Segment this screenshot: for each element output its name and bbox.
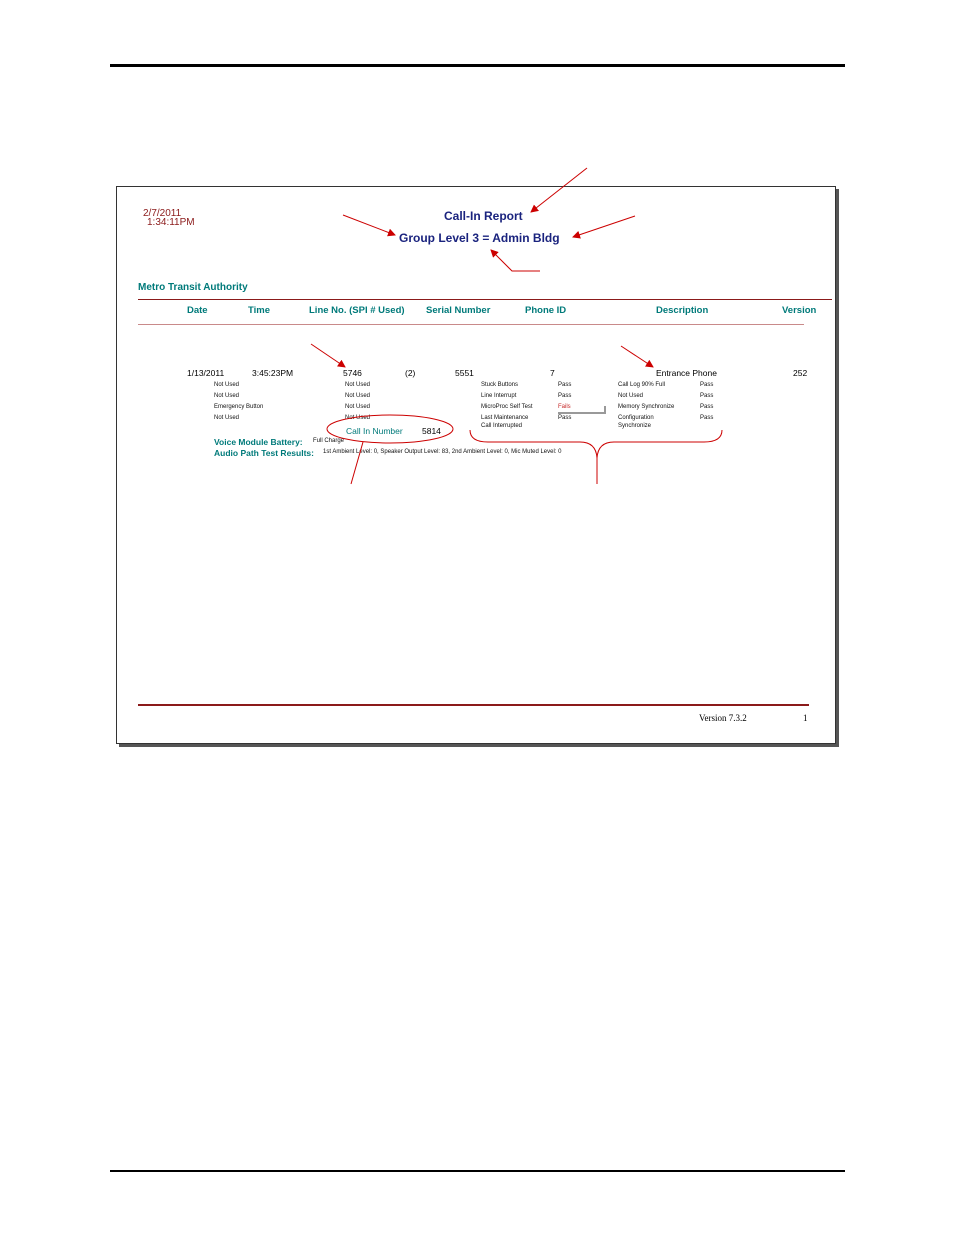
column-header-date: Date <box>187 305 208 316</box>
arrow-to-title <box>531 168 587 212</box>
audio-value: 1st Ambient Level: 0, Speaker Output Level: 83, 2nd Ambient Level: 0, Mic Muted Level: 0 <box>323 449 562 455</box>
test-call-log: Call Log 90% Full <box>618 382 666 388</box>
battery-label: Voice Module Battery: <box>214 437 303 447</box>
column-header-version: Version <box>782 305 817 316</box>
diagnostics-brace <box>470 430 722 458</box>
button-2-label: Not Used <box>214 393 240 399</box>
button-8-label: Not Used <box>345 415 371 421</box>
test-synchronize: Synchronize <box>618 423 652 429</box>
record-date: 1/13/2011 <box>187 368 225 378</box>
button-5-label: Not Used <box>345 382 371 388</box>
test-last-maintenance-status: Pass <box>558 415 572 421</box>
test-stuck-buttons: Stuck Buttons <box>481 382 519 388</box>
test-configuration: Configuration <box>618 415 654 421</box>
call-in-pointer <box>351 442 363 484</box>
test-memory-sync-status: Pass <box>700 404 714 410</box>
column-header-phone-id: Phone ID <box>525 305 567 316</box>
battery-value: Full Charge <box>313 438 345 444</box>
audio-label: Audio Path Test Results: <box>214 448 314 458</box>
test-microproc: MicroProc Self Test <box>481 404 533 410</box>
column-header-line-no: Line No. (SPI # Used) <box>309 305 405 316</box>
button-3-label: Emergency Button <box>214 404 264 410</box>
call-in-number: 5814 <box>422 426 441 436</box>
footer-version: Version 7.3.2 <box>699 713 747 723</box>
test-line-interrupt: Line Interrupt <box>481 393 517 399</box>
record-version: 252 <box>793 368 808 378</box>
organization-name: Metro Transit Authority <box>138 282 248 293</box>
arrow-to-group-level <box>343 215 395 235</box>
footer-page-number: 1 <box>803 713 808 723</box>
test-microproc-status: Fails <box>558 404 571 410</box>
test-call-log-status: Pass <box>700 382 714 388</box>
button-6-label: Not Used <box>345 393 371 399</box>
record-spi: (2) <box>405 368 416 378</box>
record-description: Entrance Phone <box>656 368 717 378</box>
print-date: 2/7/2011 <box>143 208 182 219</box>
button-7-label: Not Used <box>345 404 371 410</box>
call-in-label: Call In Number <box>346 426 403 436</box>
test-last-maintenance: Last Maintenance <box>481 415 529 421</box>
arrow-to-description <box>621 346 653 367</box>
record-time: 3:45:23PM <box>252 368 294 378</box>
record-serial: 5551 <box>455 368 474 378</box>
record-line-no: 5746 <box>343 368 362 378</box>
group-level-title: Group Level 3 = Admin Bldg <box>399 231 560 245</box>
test-configuration-status: Pass <box>700 415 714 421</box>
report-title: Call-In Report <box>444 209 523 223</box>
column-header-serial: Serial Number <box>426 305 491 316</box>
button-1-label: Not Used <box>214 382 240 388</box>
arrow-to-group-name <box>573 216 635 237</box>
button-4-label: Not Used <box>214 415 240 421</box>
test-not-used-status: Pass <box>700 393 714 399</box>
test-line-interrupt-status: Pass <box>558 393 572 399</box>
test-not-used: Not Used <box>618 393 644 399</box>
test-stuck-buttons-status: Pass <box>558 382 572 388</box>
print-time: 1:34:11PM <box>147 217 195 228</box>
arrow-to-line-no <box>311 344 345 367</box>
arrow-to-group-number <box>491 250 540 271</box>
test-call-interrupted: Call Interrupted <box>481 423 523 429</box>
column-header-time: Time <box>248 305 271 316</box>
test-memory-sync: Memory Synchronize <box>618 404 675 410</box>
column-header-description: Description <box>656 305 709 316</box>
record-phone-id: 7 <box>550 368 555 378</box>
call-in-highlight-ellipse <box>327 415 453 443</box>
